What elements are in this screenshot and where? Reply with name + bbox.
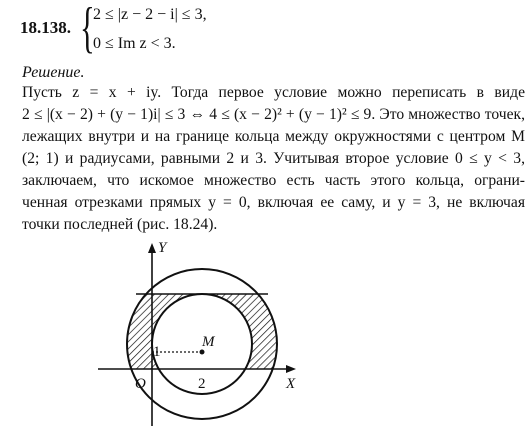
system-line-1: 2 ≤ |z − 2 − i| ≤ 3, <box>93 6 207 23</box>
system-line-2: 0 ≤ Im z < 3. <box>93 35 176 52</box>
x-axis-label: X <box>286 376 296 392</box>
problem-number: 18.138. <box>20 18 71 37</box>
y-axis-arrow <box>148 243 156 253</box>
y-axis-label: Y <box>158 240 167 256</box>
figure-annulus <box>90 238 310 431</box>
solution-line: лежащих внутри и на границе кольца между окружностями с центром M <box>22 128 525 145</box>
system-brace: { <box>80 0 95 59</box>
solution-line: заключаем, что искомое множество есть часть этого кольца, ограни- <box>22 172 525 189</box>
annulus-plot <box>90 238 310 431</box>
tick-label-x-2: 2 <box>198 376 206 392</box>
solution-line: (2; 1) и радиусами, равными 2 и 3. Учитывая второе условие 0 ≤ y < 3, <box>22 150 525 167</box>
tick-label-y-1: 1 <box>153 344 161 360</box>
center-point <box>200 350 205 355</box>
solution-line: ченная отрезками прямых y = 0, включая ее саму, и y = 3, не включая <box>22 194 525 211</box>
solution-line: точки последней (рис. 18.24). <box>22 216 218 233</box>
origin-label: O <box>135 376 146 392</box>
x-axis-arrow <box>286 365 296 373</box>
solution-line: Пусть z = x + iy. Тогда первое условие можно переписать в виде <box>22 84 525 101</box>
solution-line: 2 ≤ |(x − 2) + (y − 1)i| ≤ 3 ⇔ 4 ≤ (x − 2)² + (y − 1)² ≤ 9. Это множество точек, <box>22 106 525 123</box>
solution-heading: Решение. <box>22 64 85 81</box>
center-label: M <box>202 334 215 350</box>
solution-text <box>22 82 525 236</box>
